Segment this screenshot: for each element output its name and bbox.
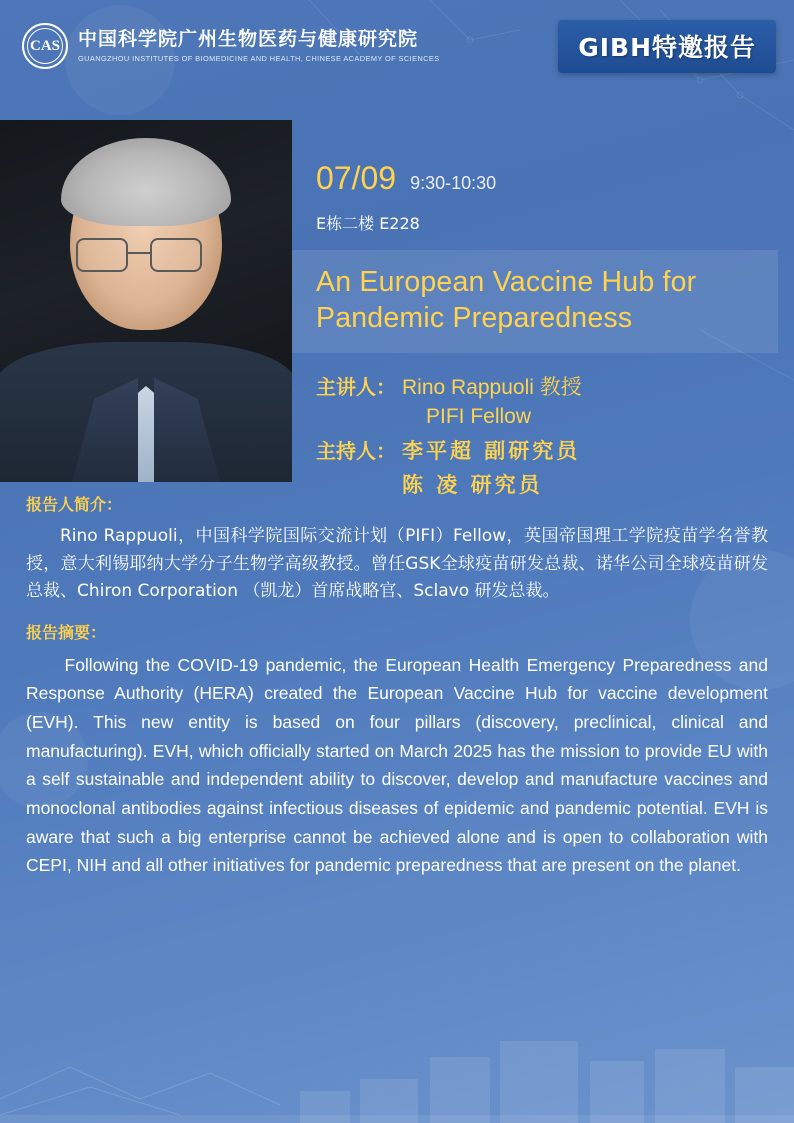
speaker-row (316, 371, 778, 401)
institute-logo (22, 23, 440, 69)
bio-heading: 报告人简介： (26, 495, 123, 514)
photo-glasses-left (76, 238, 128, 272)
poster-body (0, 482, 794, 880)
host-label: 主持人： (316, 438, 396, 463)
bio-text: Rino Rappuoli，中国科学院国际交流计划（PIFI）Fellow，英国帝国理工学院疫苗学名誉教授，意大利锡耶纳大学分子生物学高级教授。曾任GSK全球疫苗研发总裁、诺华公司全球疫苗研发总裁、Chiron Corporation （凯龙）首席战略官、Sclavo 研发总裁。 (26, 526, 768, 602)
cas-emblem-text: CAS (29, 37, 60, 54)
photo-glasses-right (150, 238, 202, 272)
host-row-1 (316, 435, 778, 465)
speaker-photo (0, 120, 292, 482)
footer-skyline (0, 1027, 794, 1123)
cas-emblem-icon (22, 23, 68, 69)
institute-name-cn: 中国科学院广州生物医药与健康研究院 (78, 28, 419, 51)
event-summary-block (0, 92, 794, 497)
abstract-text: Following the COVID-19 pandemic, the European Health Emergency Preparedness and Response Authority (HERA) created the European Vaccine Hub for vaccine development (EVH). This new entity is based on four pillars (discovery, preclinical, clinical and manufacturing). EVH, which officially started on March 2025 has the mission to provide EU with a self sustainable and independent ability to discover, develop and manufacture vaccines and monoclonal antibodies against infectious diseases of epidemic and pandemic potential. EVH is aware that such a big enterprise cannot be achieved alone and is open to collaboration with CEPI, NIH and all other initiatives for pandemic preparedness that are present on the planet. (26, 654, 768, 876)
speaker-subtitle: PIFI Fellow (426, 404, 532, 428)
title-band (292, 250, 778, 353)
date-time-row (316, 160, 778, 197)
institute-name-en: GUANGZHOU INSTITUTES OF BIOMEDICINE AND HEALTH, CHINESE ACADEMY OF SCIENCES (78, 53, 440, 63)
photo-hair (61, 138, 231, 226)
gibh-badge-text: GIBH特邀报告 (578, 32, 756, 62)
abstract-heading: 报告摘要： (26, 622, 107, 642)
poster-header (0, 0, 794, 92)
speaker-label: 主讲人： (316, 374, 396, 399)
speaker-block (316, 371, 778, 499)
event-date: 07/09 (316, 160, 397, 196)
event-venue: E栋二楼 E228 (316, 214, 420, 233)
host-name-1: 李平超 副研究员 (402, 438, 581, 463)
event-info (292, 120, 794, 497)
event-time: 9:30-10:30 (410, 173, 497, 193)
gibh-badge (558, 20, 776, 73)
lecture-title: An European Vaccine Hub for Pandemic Preparedness (316, 266, 697, 335)
speaker-name: Rino Rappuoli 教授 (402, 375, 582, 399)
host-name-2: 陈 凌 研究员 (402, 472, 543, 497)
photo-glasses-bridge (128, 252, 150, 254)
